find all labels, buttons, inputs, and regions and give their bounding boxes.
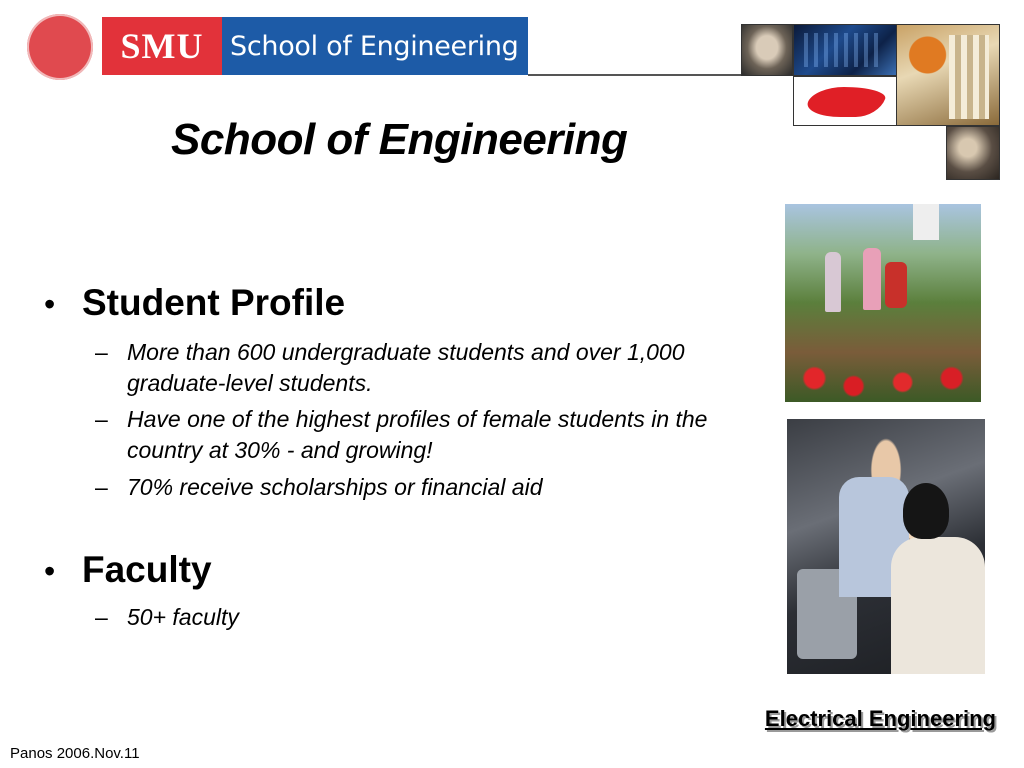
student-figure [891,537,985,674]
smu-logo-text: SMU [120,26,204,66]
student-figure [885,262,907,308]
collage-portrait-image [741,24,793,76]
smu-logo-banner [102,17,222,75]
student-figure [863,248,881,310]
bullet-dot: • [44,286,56,322]
collage-campus-building-image [896,24,1000,126]
student-figure [825,252,841,312]
sub-bullet-text: 50+ faculty [127,604,239,630]
school-banner-text: School of Engineering [230,30,519,62]
sub-bullet-text: 70% receive scholarships or financial aid [127,474,543,500]
sub-bullet [95,404,742,466]
collage-technology-image [793,24,897,76]
collage-students-image [946,126,1000,180]
dash-marker: – [95,604,108,630]
sub-bullet-text: More than 600 undergraduate students and over 1,000 graduate-level students. [127,339,685,396]
dash-marker: – [95,474,108,500]
department-footer-link[interactable]: Electrical Engineering [764,706,996,731]
bullet-student-profile [44,282,345,324]
bullet-dot: • [44,553,56,589]
dash-marker: – [95,339,108,365]
school-banner [222,17,528,75]
section-heading: Faculty [82,549,212,590]
smu-seal-logo [27,14,93,80]
author-date-footer: Panos 2006.Nov.11 [10,745,140,762]
campus-students-photo [785,204,981,402]
slide-title: School of Engineering [171,115,628,164]
sub-bullet [95,472,747,503]
section-heading: Student Profile [82,282,346,323]
sub-bullet-text: Have one of the highest profiles of female students in the country at 30% - and growing! [127,406,708,463]
bullet-faculty [44,549,212,591]
lab-research-photo [787,419,985,674]
sub-bullet [95,337,687,399]
dash-marker: – [95,406,108,432]
clock-tower-shape [913,204,939,240]
collage-mustang-image [793,76,897,126]
sub-bullet [95,602,747,633]
student-hair [903,483,949,539]
